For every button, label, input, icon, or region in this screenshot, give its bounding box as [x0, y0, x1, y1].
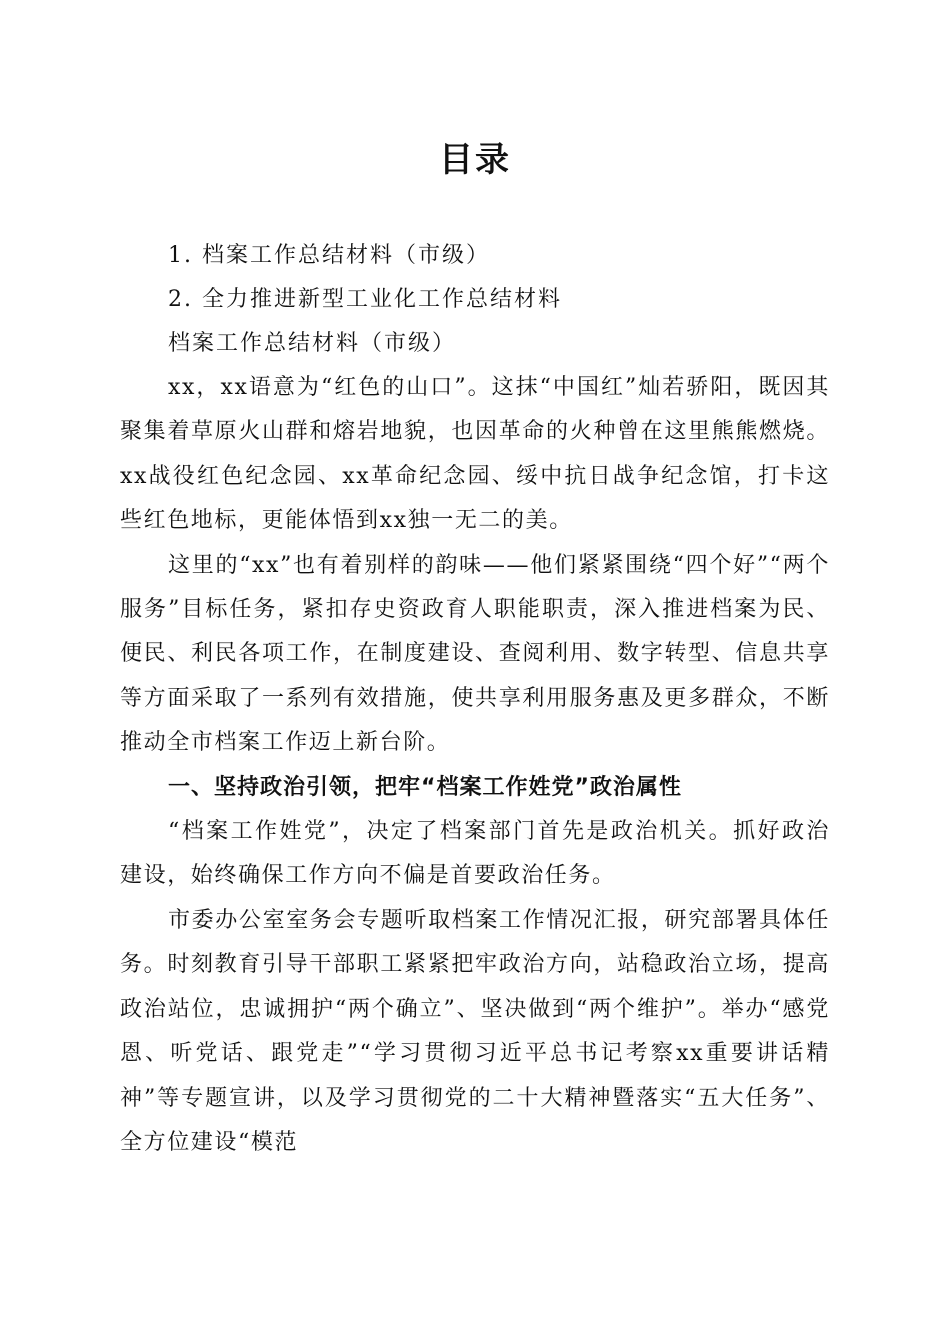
document-heading: 档案工作总结材料（市级） [168, 331, 457, 356]
paragraph: 这里的“xx”也有着别样的韵味——他们紧紧围绕“四个好”“两个服务”目标任务，紧扣存史资政育人职能职责，深入推进档案为民、便民、利民各项工作，在制度建设、查阅利用、数字转型、信息共享等方面采取了一系列有效措施，使共享利用服务惠及更多群众，不断推动全市档案工作迈上新台阶。 [120, 552, 830, 756]
paragraph: 市委办公室室务会专题听取档案工作情况汇报，研究部署具体任务。时刻教育引导干部职工紧紧把牢政治方向，站稳政治立场，提高政治站位，忠诚拥护“两个确立”、坚决做到“两个维护”。举办“感党恩、听党话、跟党走”“学习贯彻习近平总书记考察xx重要讲话精神”等专题宣讲，以及学习贯彻党的二十大精神暨落实“五大任务”、全方位建设“模范 [120, 907, 830, 1155]
paragraph: “档案工作姓党”，决定了档案部门首先是政治机关。抓好政治建设，始终确保工作方向不偏是首要政治任务。 [120, 819, 830, 889]
body-text [120, 366, 830, 1165]
page-title: 目录 [439, 140, 511, 180]
toc-item: 2. 全力推进新型工业化工作总结材料 [168, 287, 562, 312]
paragraph: xx，xx语意为“红色的山口”。这抹“中国红”灿若骄阳，既因其聚集着草原火山群和熔岩地貌，也因革命的火种曾在这里熊熊燃烧。xx战役红色纪念园、xx革命纪念园、绥中抗日战争纪念馆，打卡这些红色地标，更能体悟到xx独一无二的美。 [120, 375, 830, 534]
table-of-contents [168, 234, 562, 322]
toc-item: 1. 档案工作总结材料（市级） [168, 243, 490, 268]
section-heading: 一、坚持政治引领，把牢“档案工作姓党”政治属性 [168, 774, 682, 800]
